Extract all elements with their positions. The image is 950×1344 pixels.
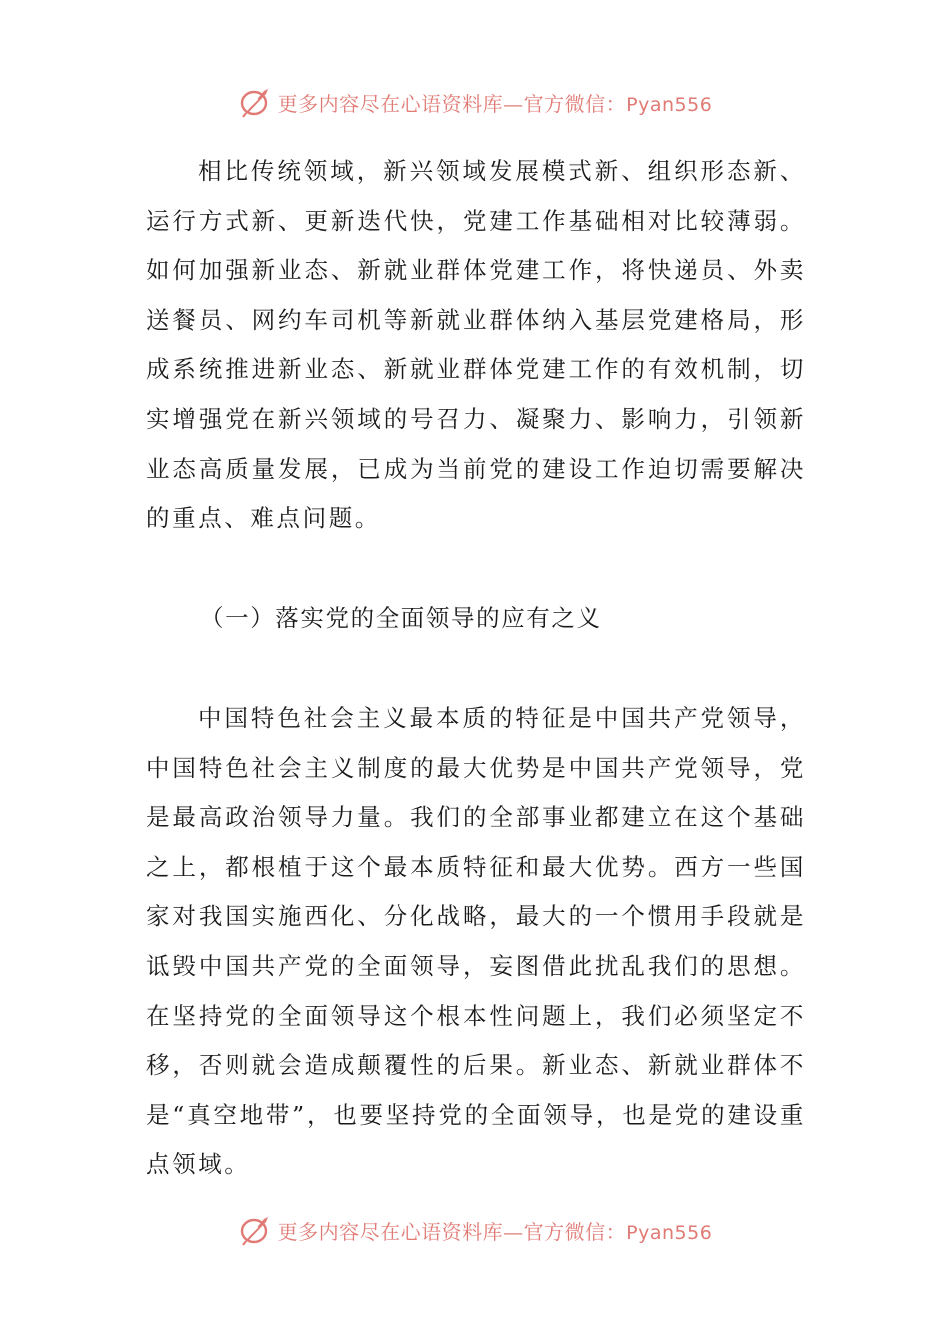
intro-paragraph: 相比传统领域，新兴领域发展模式新、组织形态新、运行方式新、更新迭代快，党建工作基础相对比较薄弱。如何加强新业态、新就业群体党建工作，将快递员、外卖送餐员、网约车司机等新就业群体纳入基层党建格局，形成系统推进新业态、新就业群体党建工作的有效机制，切实增强党在新兴领域的号召力、凝聚力、影响力，引领新业态高质量发展，已成为当前党的建设工作迫切需要解决的重点、难点问题。 [146,157,806,533]
quill-pen-logo-icon [238,85,272,119]
footer-banner-content [238,1213,713,1247]
footer-banner [0,1210,950,1250]
header-banner-label: 更多内容尽在心语资料库—官方微信： [277,91,627,116]
body-section [146,694,806,1190]
footer-banner-label: 更多内容尽在心语资料库—官方微信： [277,1219,627,1244]
header-banner-content [238,85,713,119]
header-banner-text [278,88,713,117]
footer-wechat-id: Pyan556 [626,1221,713,1244]
quill-pen-logo-icon [238,1213,272,1247]
section-heading: （一）落实党的全面领导的应有之义 [200,604,602,632]
header-banner [0,82,950,122]
intro-section [146,147,806,544]
body-paragraph: 中国特色社会主义最本质的特征是中国共产党领导，中国特色社会主义制度的最大优势是中国共产党领导，党是最高政治领导力量。我们的全部事业都建立在这个基础之上，都根植于这个最本质特征和最大优势。西方一些国家对我国实施西化、分化战略，最大的一个惯用手段就是诋毁中国共产党的全面领导，妄图借此扰乱我们的思想。在坚持党的全面领导这个根本性问题上，我们必须坚定不移，否则就会造成颠覆性的后果。新业态、新就业群体不是“真空地带”，也要坚持党的全面领导，也是党的建设重点领域。 [146,704,806,1179]
header-wechat-id: Pyan556 [626,93,713,116]
footer-banner-text [278,1216,713,1245]
